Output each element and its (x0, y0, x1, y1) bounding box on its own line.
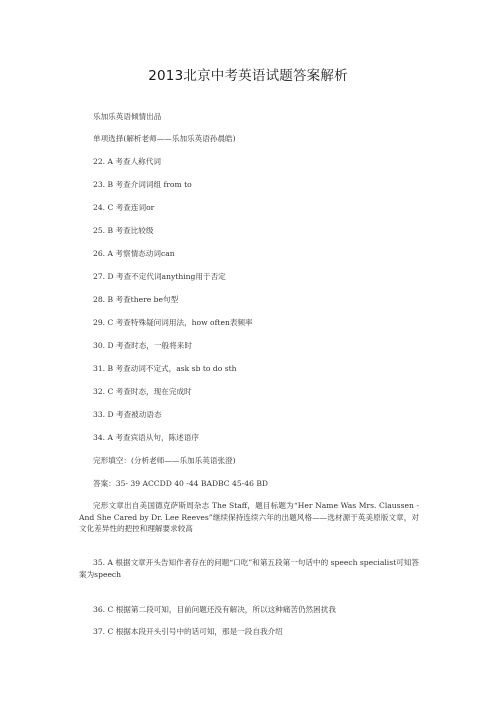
answer-line-26: 26. A 考察情态动词can (93, 249, 175, 258)
answer-paragraph-35: 35. A 根据文章开头告知作者存在的问题“口吃”和第五段第一句话中的 speech specialist可知答案为speech (79, 558, 419, 579)
section-heading-single-choice: 单项选择(解析老师——乐加乐英语孙晨皓) (93, 134, 236, 143)
document-title: 2013北京中考英语试题答案解析 (148, 68, 348, 84)
cloze-intro-paragraph: 完形文章出自美国德克萨斯周杂志 The Staff，题目标题为“Her Name Was Mrs. Claussen - And She Cared by Dr. Lee Reeves”继续保持连续六年的出题风格——选材源于英美原版文章，对文化差异性的把控和理解要求较高 (79, 501, 419, 533)
answer-line-24: 24. C 考查连词or (93, 203, 155, 212)
cloze-answer-key: 答案：35- 39 ACCDD 40 -44 BADBC 45-46 BD (93, 479, 268, 488)
answer-line-32: 32. C 考查时态，现在完成时 (93, 387, 192, 396)
answer-line-28: 28. B 考查there be句型 (93, 295, 179, 304)
answer-line-25: 25. B 考查比较级 (93, 226, 154, 235)
answer-line-33: 33. D 考查被动语态 (93, 410, 162, 419)
answer-line-37: 37. C 根据本段开头引号中的话可知，那是一段自我介绍 (93, 627, 283, 636)
answer-line-30: 30. D 考查时态，一般将来时 (93, 341, 192, 350)
answer-line-36: 36. C 根据第二段可知，目前问题还没有解决，所以这种痛苦仍然困扰我 (93, 605, 336, 614)
answer-line-29: 29. C 考查特殊疑问词用法，how often表频率 (93, 318, 253, 327)
publisher-line: 乐加乐英语倾情出品 (93, 112, 162, 121)
section-heading-cloze: 完形填空：(分析老师——乐加乐英语张澄) (93, 456, 236, 465)
answer-line-23: 23. B 考查介词词组 from to (93, 180, 192, 189)
answer-line-34: 34. A 考查宾语从句，陈述语序 (93, 433, 199, 442)
answer-line-31: 31. B 考查动词不定式，ask sb to do sth (93, 364, 237, 373)
answer-line-22: 22. A 考查人称代词 (93, 157, 161, 166)
answer-line-27: 27. D 考查不定代词anything用于否定 (93, 272, 226, 281)
